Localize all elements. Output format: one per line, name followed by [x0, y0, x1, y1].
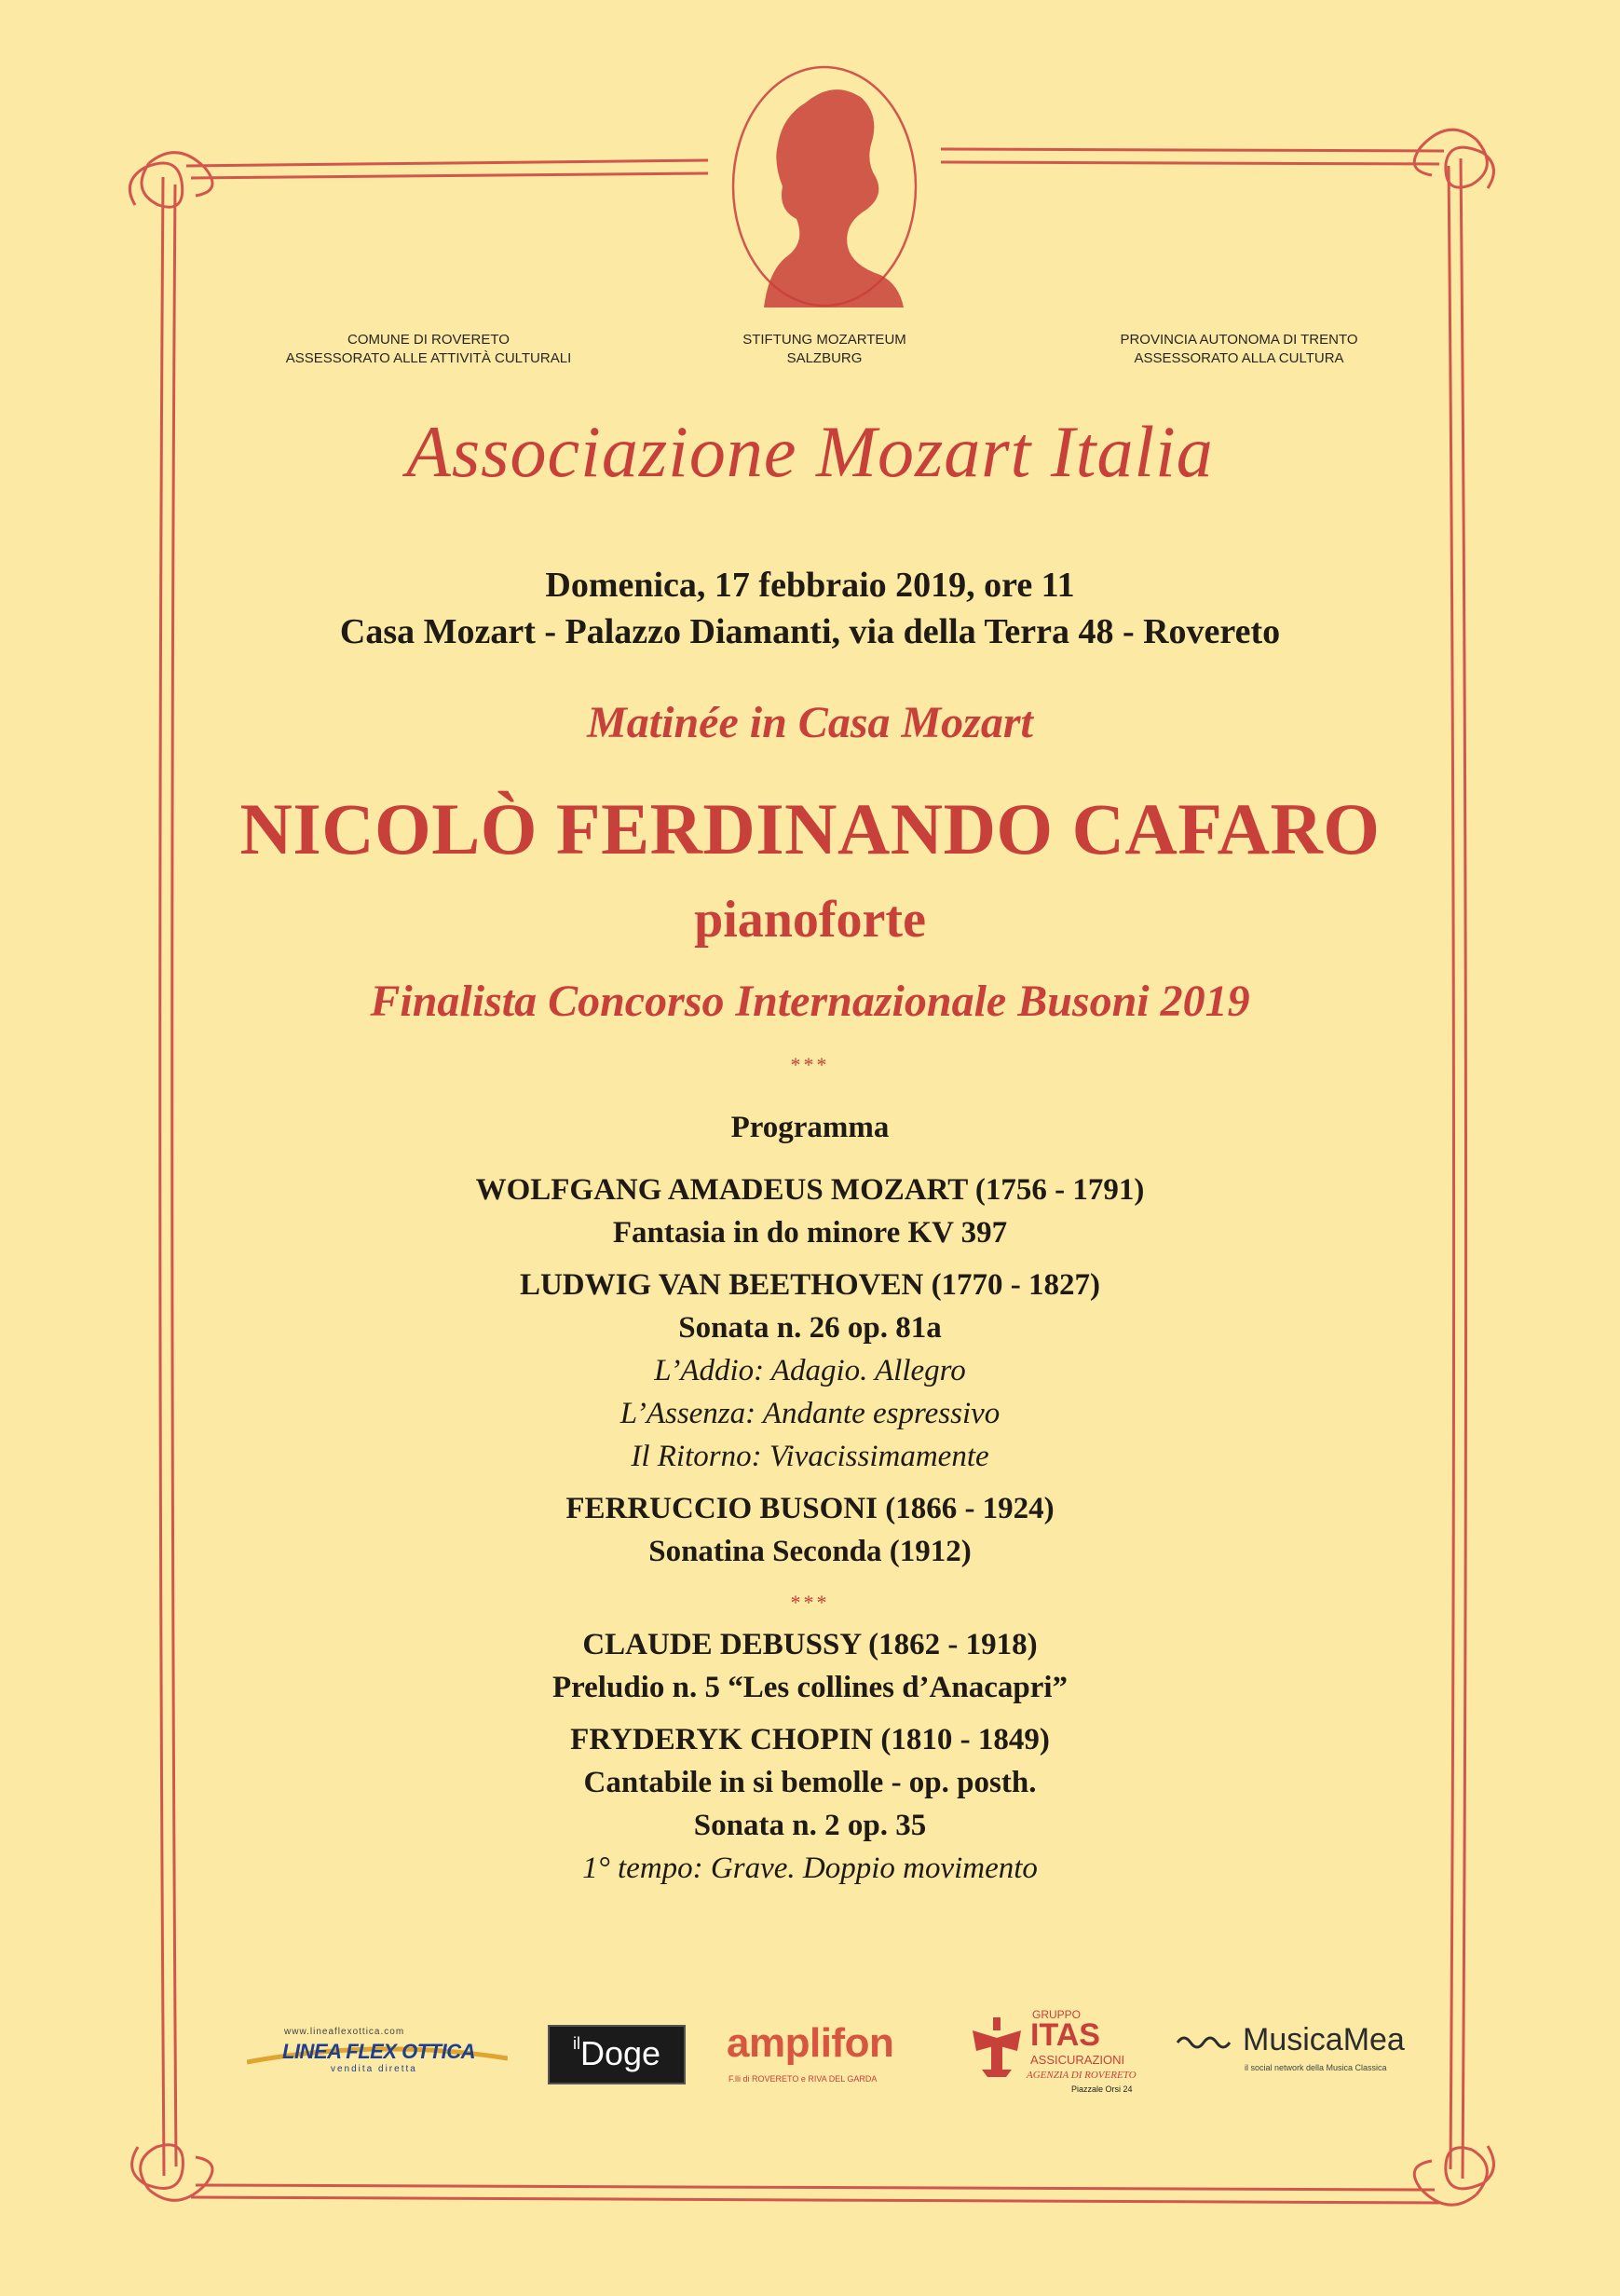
- composer: CLAUDE DEBUSSY (1862 - 1918): [582, 1628, 1038, 1661]
- movement: L’Addio: Adagio. Allegro: [654, 1354, 966, 1387]
- sponsor-mozarteum: [629, 331, 1020, 368]
- movement: Il Ritorno: Vivacissimamente: [631, 1440, 989, 1473]
- composer: FERRUCCIO BUSONI (1866 - 1924): [565, 1492, 1055, 1525]
- wave-icon: [1176, 2031, 1235, 2050]
- sponsor-logo-itas: [969, 2008, 1155, 2101]
- sponsor-name: amplifon: [727, 2020, 894, 2066]
- sponsor-subtitle: il social network della Musica Classica: [1245, 2063, 1387, 2072]
- movement: L’Assenza: Andante espressivo: [619, 1397, 1001, 1430]
- program-block-busoni: [0, 1487, 1620, 1573]
- sponsor-comune-rovereto: [233, 331, 624, 368]
- artist-name: NICOLÒ FERDINANDO CAFARO: [239, 788, 1381, 869]
- sponsor-line: COMUNE DI ROVERETO: [347, 332, 510, 348]
- event-date: Domenica, 17 febbraio 2019, ore 11: [545, 566, 1075, 605]
- program-block-debussy: [0, 1623, 1620, 1709]
- work: Sonatina Seconda (1912): [648, 1535, 972, 1568]
- program-block-mozart: [0, 1168, 1620, 1254]
- sponsor-line: ASSESSORATO ALLE ATTIVITÀ CULTURALI: [285, 350, 572, 366]
- sponsor-group-label: GRUPPO: [1032, 2008, 1082, 2021]
- work: Fantasia in do minore KV 397: [612, 1216, 1008, 1250]
- eagle-icon: [969, 2014, 1025, 2079]
- separator: ***: [790, 1053, 830, 1076]
- sponsor-logo-il-doge: [548, 2025, 686, 2084]
- composer: LUDWIG VAN BEETHOVEN (1770 - 1827): [519, 1268, 1101, 1302]
- sponsor-subtitle: ASSICURAZIONI: [1030, 2053, 1125, 2067]
- sponsor-tagline: vendita diretta: [331, 2064, 417, 2074]
- sponsor-prefix: il: [572, 2034, 580, 2053]
- sponsor-line: ASSESSORATO ALLA CULTURA: [1134, 350, 1344, 366]
- sponsor-name: ITAS: [1030, 2017, 1100, 2053]
- sponsor-name: LINEA FLEX OTTICA: [282, 2040, 476, 2063]
- sponsor-url: www.lineaflexottica.com: [284, 2027, 405, 2037]
- sponsor-subtitle: F.lli di ROVERETO e RIVA DEL GARDA: [728, 2074, 878, 2084]
- mozart-portrait: [764, 89, 904, 308]
- sponsor-line: SALZBURG: [786, 350, 863, 366]
- program-block-chopin: [0, 1718, 1620, 1890]
- movement: 1° tempo: Grave. Doppio movimento: [582, 1852, 1038, 1885]
- composer: FRYDERYK CHOPIN (1810 - 1849): [570, 1723, 1050, 1756]
- program-block-beethoven: [0, 1264, 1620, 1478]
- sponsor-name: MusicaMea: [1243, 2022, 1405, 2057]
- program-heading: Programma: [730, 1111, 890, 1144]
- separator: ***: [790, 1591, 830, 1614]
- organization-title: Associazione Mozart Italia: [406, 411, 1214, 492]
- sponsor-agency: AGENZIA DI ROVERETO: [1027, 2070, 1137, 2081]
- work: Sonata n. 2 op. 35: [693, 1809, 927, 1842]
- sponsor-provincia-trento: [1043, 331, 1435, 368]
- sponsor-line: PROVINCIA AUTONOMA DI TRENTO: [1120, 332, 1358, 348]
- sponsor-name: Doge: [579, 2034, 661, 2072]
- sponsor-logo-amplifon: [727, 2020, 922, 2095]
- work: Sonata n. 26 op. 81a: [678, 1311, 942, 1345]
- work: Cantabile in si bemolle - op. posth.: [583, 1766, 1037, 1799]
- sponsor-logo-musicamea: [1176, 2022, 1418, 2078]
- composer: WOLFGANG AMADEUS MOZART (1756 - 1791): [475, 1173, 1145, 1207]
- event-series: Matinée in Casa Mozart: [587, 698, 1033, 747]
- work: Preludio n. 5 “Les collines d’Anacapri”: [551, 1671, 1069, 1704]
- sponsor-address: Piazzale Orsi 24: [1071, 2084, 1133, 2094]
- event-venue: Casa Mozart - Palazzo Diamanti, via della Terra 48 - Rovereto: [339, 612, 1281, 651]
- program-list: [0, 1168, 1620, 1899]
- sponsor-line: STIFTUNG MOZARTEUM: [742, 332, 906, 348]
- artist-instrument: pianoforte: [694, 891, 926, 949]
- sponsor-logo-linea-flex: [238, 2027, 508, 2083]
- artist-award: Finalista Concorso Internazionale Busoni 2019: [370, 977, 1250, 1026]
